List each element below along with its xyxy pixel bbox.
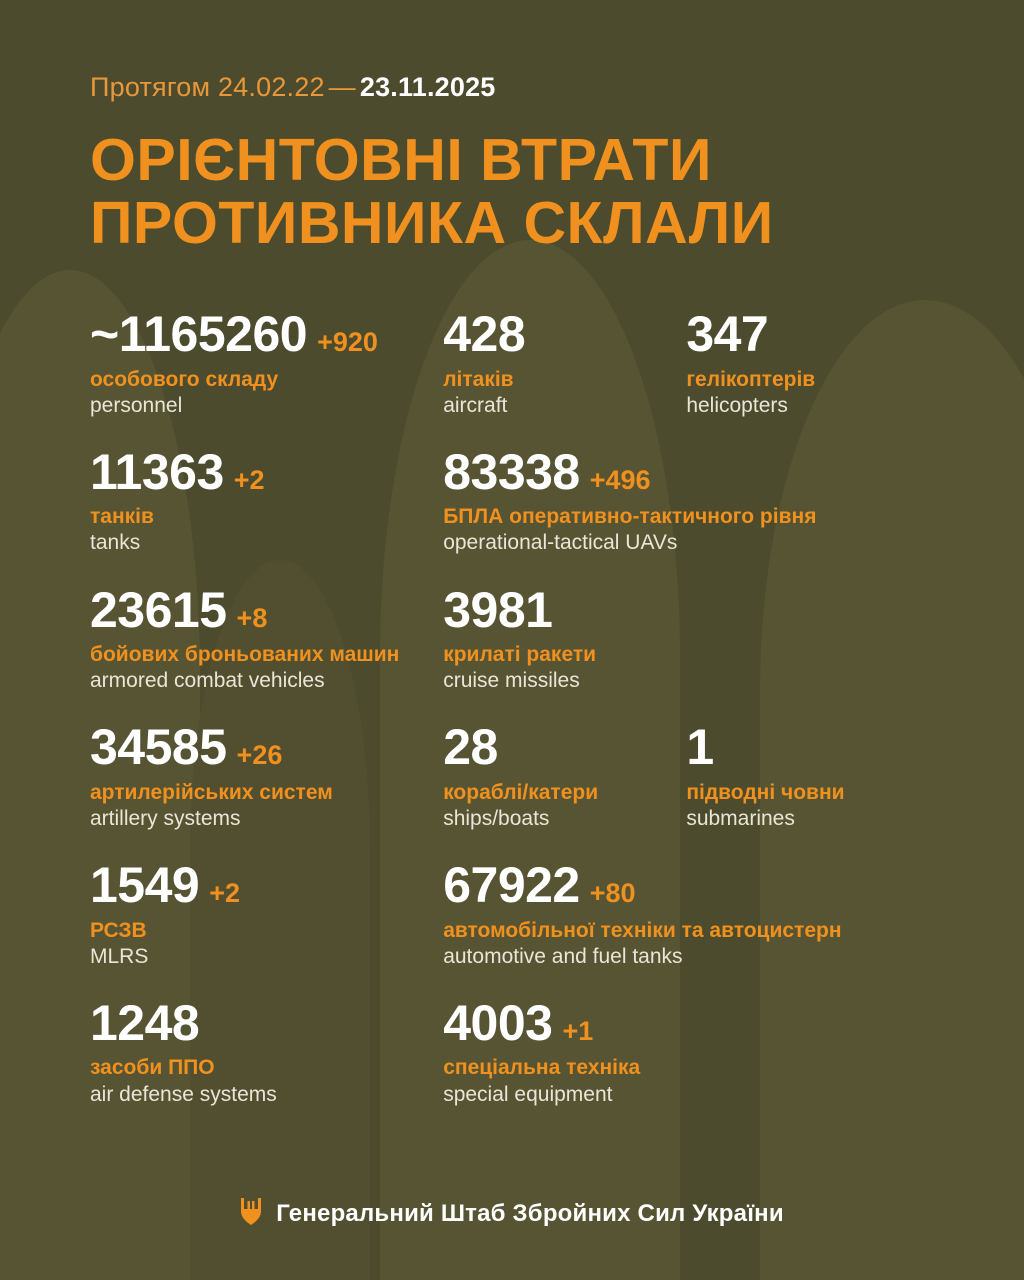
stat-value: 1 — [686, 719, 714, 776]
stat-label-ua: гелікоптерів — [686, 367, 816, 391]
page-title — [90, 129, 934, 254]
losses-row — [90, 581, 934, 722]
date-range — [90, 0, 934, 103]
trident-icon — [240, 1196, 262, 1232]
stat-label-ua: особового складу — [90, 367, 279, 391]
stat-label-en: MLRS — [90, 944, 149, 968]
stat-label-ua: автомобільної техніки та автоцистерн — [443, 918, 842, 942]
stat-personnel — [90, 308, 443, 446]
stat-delta: +26 — [236, 740, 283, 771]
stat-tanks — [90, 443, 443, 584]
stat-value-line — [443, 581, 934, 638]
stat-label-en: ships/boats — [443, 807, 550, 831]
stat-value: 23615 — [90, 581, 227, 638]
stat-label-ua: кораблі/катери — [443, 780, 599, 804]
stat-value: 1248 — [90, 994, 200, 1051]
stat-value-line — [443, 308, 686, 361]
stat-delta: +1 — [562, 1015, 594, 1046]
stat-ships-boats — [443, 721, 686, 859]
stat-label-ua: РСЗВ — [90, 918, 147, 942]
stat-label-ua: підводні човни — [686, 780, 845, 804]
stat-value-line — [90, 994, 443, 1051]
stat-value-line — [90, 308, 443, 361]
stat-label-ua: спеціальна техніка — [443, 1056, 641, 1080]
title-line-1: ОРІЄНТОВНІ ВТРАТИ — [90, 127, 712, 193]
footer — [0, 1196, 1024, 1232]
current-date: 23.11.2025 — [359, 72, 496, 102]
stat-label-en: artillery systems — [90, 807, 241, 831]
stat-value-line — [443, 994, 934, 1051]
stat-uavs — [443, 443, 934, 584]
stat-delta: +920 — [317, 327, 378, 358]
stat-label-ua: засоби ППО — [90, 1056, 215, 1080]
title-line-2: ПРОТИВНИКА СКЛАЛИ — [90, 189, 774, 256]
stat-value: 67922 — [443, 857, 580, 914]
stat-label-en: aircraft — [443, 393, 508, 417]
stat-label-ua: артилерійських систем — [90, 780, 333, 804]
stat-label-ua: літаків — [443, 367, 514, 391]
stat-mlrs — [90, 859, 443, 997]
stat-value: 11363 — [90, 443, 224, 500]
stat-value-line — [443, 859, 934, 912]
stat-label-en: personnel — [90, 393, 183, 417]
stat-armored-combat-vehicles — [90, 581, 443, 722]
period-prefix: Протягом 24.02.22 — [90, 72, 325, 102]
stat-delta: +496 — [589, 464, 651, 495]
stat-label-en: air defense systems — [90, 1082, 277, 1106]
stat-value: ~1165260 — [90, 306, 308, 363]
stat-value-line — [90, 581, 443, 638]
stat-value: 34585 — [90, 719, 227, 776]
stat-value-line — [90, 859, 443, 912]
stat-label-en: automotive and fuel tanks — [443, 944, 683, 968]
losses-row — [90, 859, 934, 997]
date-dash: — — [328, 72, 356, 102]
stat-delta: +2 — [233, 464, 265, 495]
losses-row — [90, 721, 934, 859]
stat-value: 4003 — [443, 994, 553, 1051]
stat-label-ua: танків — [90, 505, 154, 529]
stat-value: 1549 — [90, 857, 200, 914]
stat-delta: +80 — [589, 878, 636, 909]
stat-value-line — [90, 721, 443, 774]
losses-row — [90, 994, 934, 1135]
stat-label-ua: БПЛА оперативно-тактичного рівня — [443, 505, 817, 529]
stat-value-line — [443, 721, 686, 774]
footer-text: Генеральний Штаб Збройних Сил України — [276, 1200, 784, 1227]
stat-helicopters — [686, 308, 934, 446]
stat-artillery-systems — [90, 721, 443, 859]
stat-label-en: special equipment — [443, 1082, 613, 1106]
stat-label-en: cruise missiles — [443, 669, 580, 693]
stat-delta: +2 — [209, 878, 241, 909]
stat-label-en: tanks — [90, 531, 141, 555]
stat-value: 347 — [686, 306, 769, 363]
stat-label-ua: крилаті ракети — [443, 643, 597, 667]
losses-grid — [90, 308, 934, 1135]
stat-label-en: helicopters — [686, 393, 788, 417]
stat-aircraft — [443, 308, 686, 446]
stat-value-line — [443, 443, 934, 500]
stat-value: 428 — [443, 306, 526, 363]
stat-submarines — [686, 721, 934, 859]
stat-value: 28 — [443, 719, 498, 776]
stat-label-en: submarines — [686, 807, 795, 831]
stat-value-line — [686, 721, 934, 774]
stat-air-defense-systems — [90, 994, 443, 1135]
stat-value-line — [90, 443, 443, 500]
losses-row — [90, 308, 934, 446]
stat-cruise-missiles — [443, 581, 934, 722]
stat-label-ua: бойових броньованих машин — [90, 643, 400, 667]
losses-row — [90, 443, 934, 584]
stat-value: 83338 — [443, 443, 580, 500]
stat-label-en: operational-tactical UAVs — [443, 531, 678, 555]
stat-value: 3981 — [443, 581, 553, 638]
stat-special-equipment — [443, 994, 934, 1135]
stat-label-en: armored combat vehicles — [90, 669, 325, 693]
stat-value-line — [686, 308, 934, 361]
stat-automotive-and-fuel-tanks — [443, 859, 934, 997]
stat-delta: +8 — [236, 602, 268, 633]
